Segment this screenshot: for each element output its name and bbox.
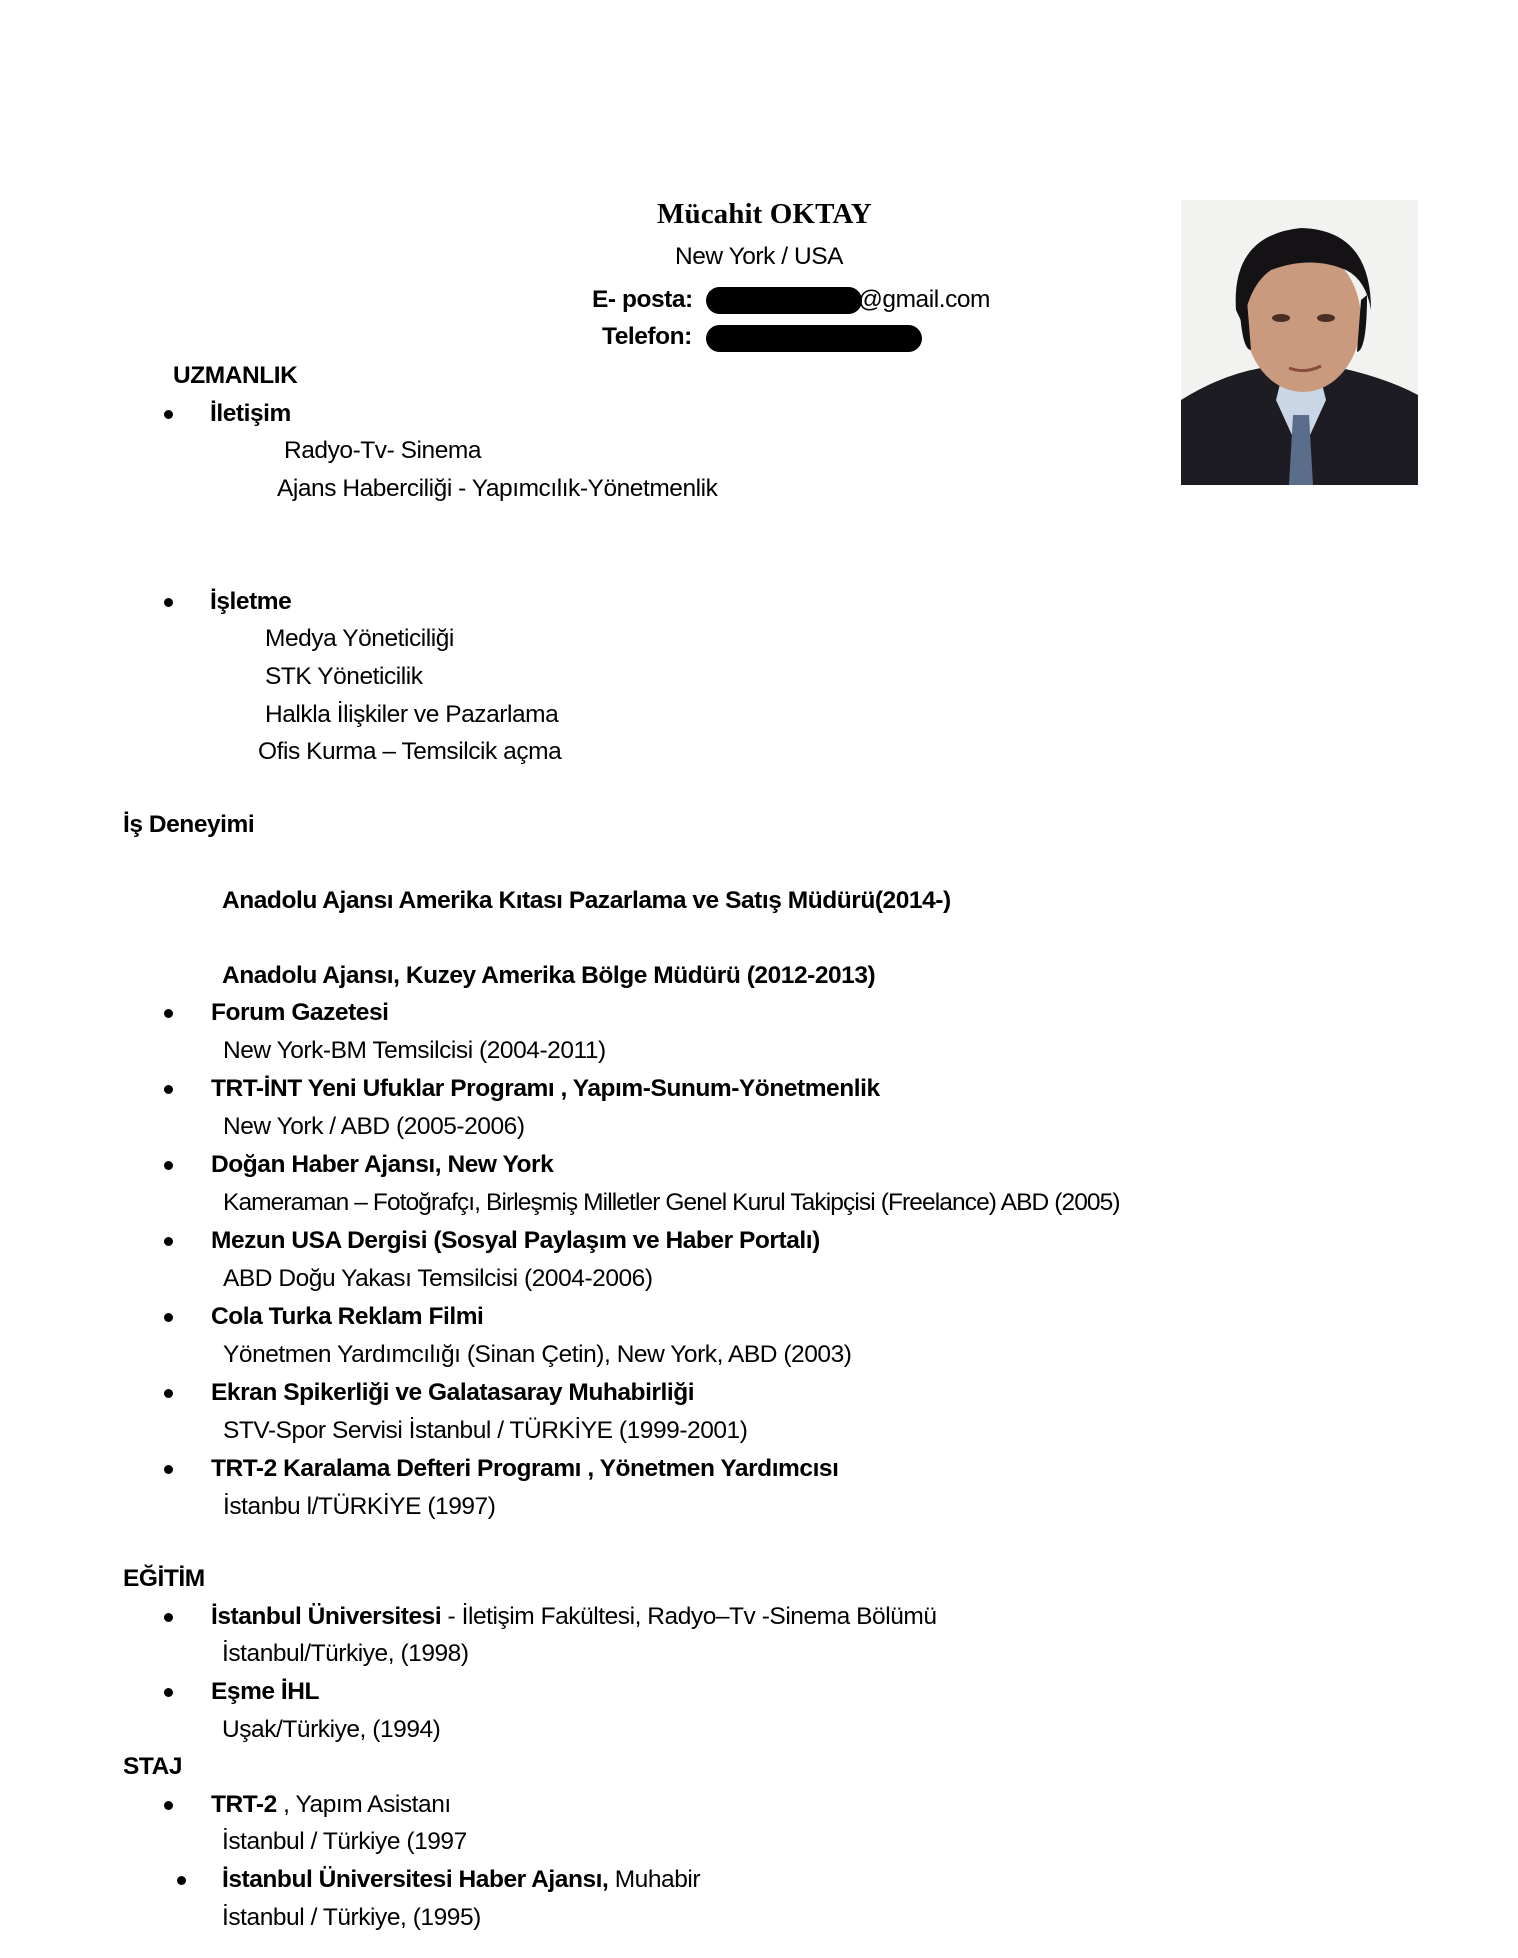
skill-group-title: İşletme (210, 588, 292, 615)
section-heading-internship: STAJ (123, 1753, 183, 1780)
education-title: İstanbul Üniversitesi (211, 1603, 442, 1630)
bullet-icon (164, 410, 173, 419)
bullet-icon (164, 598, 173, 607)
bullet-icon (164, 1009, 173, 1018)
phone-redaction (706, 325, 922, 352)
experience-detail: New York / ABD (2005-2006) (223, 1113, 525, 1140)
person-name: Mücahit OKTAY (657, 198, 872, 230)
internship-detail: İstanbul / Türkiye (1997 (222, 1828, 467, 1855)
experience-title: Mezun USA Dergisi (Sosyal Paylaşım ve Haber Portalı) (211, 1227, 820, 1254)
skill-line: STK Yöneticilik (265, 663, 423, 690)
skill-line: Ofis Kurma – Temsilcik açma (258, 738, 562, 765)
bullet-icon (164, 1613, 173, 1622)
location: New York / USA (675, 243, 843, 270)
phone-label: Telefon: (602, 323, 692, 350)
section-heading-experience: İş Deneyimi (123, 811, 255, 838)
bullet-icon (164, 1801, 173, 1810)
internship-title: İstanbul Üniversitesi Haber Ajansı, (222, 1866, 609, 1893)
education-title-line (211, 1602, 937, 1632)
education-detail: İstanbul/Türkiye, (1998) (222, 1640, 469, 1667)
portrait-image (1181, 200, 1418, 485)
skill-group-title: İletişim (210, 400, 291, 427)
experience-detail: STV-Spor Servisi İstanbul / TÜRKİYE (1999-2001) (223, 1417, 748, 1444)
bullet-icon (164, 1237, 173, 1246)
email-label: E- posta: (592, 286, 693, 313)
bullet-icon (164, 1465, 173, 1474)
experience-detail: New York-BM Temsilcisi (2004-2011) (223, 1037, 606, 1064)
experience-title: Cola Turka Reklam Filmi (211, 1303, 484, 1330)
experience-detail: Yönetmen Yardımcılığı (Sinan Çetin), New York, ABD (2003) (223, 1341, 852, 1368)
profile-photo (1181, 200, 1418, 485)
section-heading-uzmanlik: UZMANLIK (173, 362, 298, 389)
experience-title: TRT-2 Karalama Defteri Programı , Yönetmen Yardımcısı (211, 1455, 839, 1482)
education-title: Eşme İHL (211, 1678, 320, 1705)
experience-detail: İstanbu l/TÜRKİYE (1997) (223, 1493, 496, 1520)
experience-detail: ABD Doğu Yakası Temsilcisi (2004-2006) (223, 1265, 653, 1292)
experience-title: Ekran Spikerliği ve Galatasaray Muhabirliği (211, 1379, 695, 1406)
internship-detail: İstanbul / Türkiye, (1995) (222, 1904, 481, 1931)
email-domain: @gmail.com (858, 286, 991, 313)
internship-title-suffix: , Yapım Asistanı (276, 1791, 451, 1818)
bullet-icon (164, 1313, 173, 1322)
experience-title: Forum Gazetesi (211, 999, 389, 1026)
internship-title: TRT-2 (211, 1791, 277, 1818)
internship-title-suffix: Muhabir (608, 1866, 701, 1893)
bullet-icon (164, 1389, 173, 1398)
section-heading-education: EĞİTİM (123, 1565, 205, 1592)
skill-line: Radyo-Tv- Sinema (284, 437, 482, 464)
email-redaction (706, 287, 862, 314)
education-detail: Uşak/Türkiye, (1994) (222, 1716, 441, 1743)
bullet-icon (164, 1161, 173, 1170)
internship-title-line (222, 1865, 700, 1895)
experience-title: Doğan Haber Ajansı, New York (211, 1151, 554, 1178)
experience-highlight: Anadolu Ajansı, Kuzey Amerika Bölge Müdürü (2012-2013) (222, 962, 876, 989)
internship-title-line (211, 1790, 451, 1820)
bullet-icon (164, 1085, 173, 1094)
education-title-suffix: - İletişim Fakültesi, Radyo–Tv -Sinema Bölümü (441, 1603, 937, 1630)
bullet-icon (164, 1688, 173, 1697)
experience-detail: Kameraman – Fotoğrafçı, Birleşmiş Milletler Genel Kurul Takipçisi (Freelance) ABD (2005) (223, 1189, 1120, 1216)
experience-highlight: Anadolu Ajansı Amerika Kıtası Pazarlama ve Satış Müdürü(2014-) (222, 887, 951, 914)
experience-title: TRT-İNT Yeni Ufuklar Programı , Yapım-Sunum-Yönetmenlik (211, 1075, 880, 1102)
skill-line: Medya Yöneticiliği (265, 625, 454, 652)
skill-line: Ajans Haberciliği - Yapımcılık-Yönetmenlik (277, 475, 718, 502)
bullet-icon (177, 1876, 186, 1885)
skill-line: Halkla İlişkiler ve Pazarlama (265, 701, 559, 728)
